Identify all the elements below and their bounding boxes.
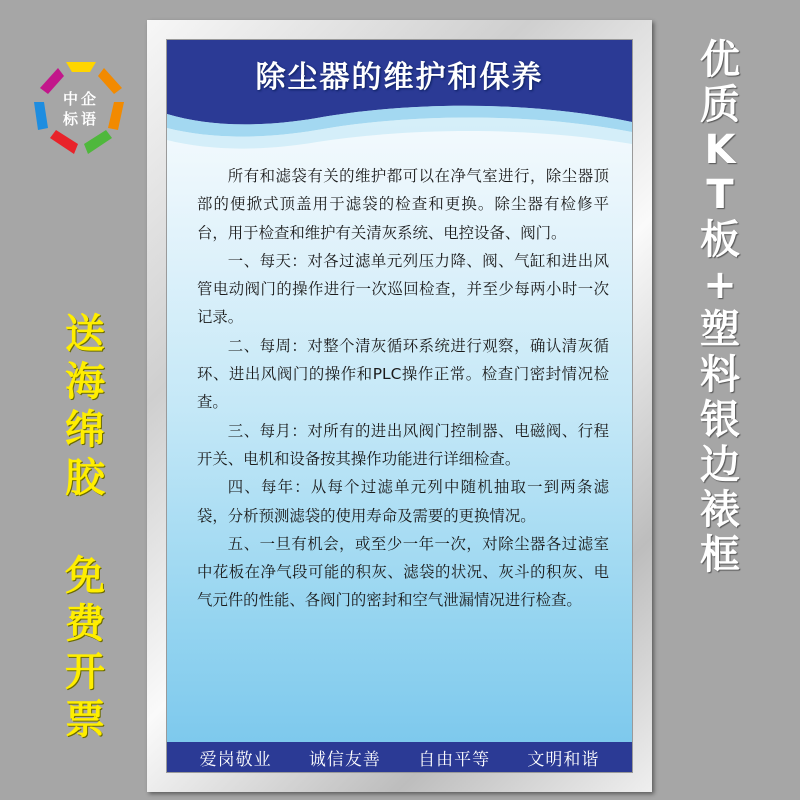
promo-char: 票 bbox=[65, 697, 105, 743]
material-char: 边 bbox=[700, 442, 740, 488]
promo-char: 海 bbox=[65, 359, 105, 405]
slogan: 诚信友善 bbox=[308, 749, 381, 770]
paragraph-daily: 一、每天：对各过滤单元列压力降、阀、气缸和进出风管电动阀门的操作进行一次巡回检查，并至少每两小时一次记录。 bbox=[197, 251, 609, 327]
material-char: 料 bbox=[700, 352, 740, 398]
promo-char: 免 bbox=[65, 553, 105, 599]
slogan: 自由平等 bbox=[418, 749, 491, 770]
logo-text-line2: 标语 bbox=[62, 110, 99, 128]
poster-body bbox=[197, 162, 609, 615]
promo-free-invoice bbox=[50, 552, 120, 744]
paragraph-weekly: 二、每周：对整个清灰循环系统进行观察，确认清灰循环、进出风阀门的操作和PLC操作正常。检查门密封情况检查。 bbox=[197, 336, 609, 412]
material-char: T bbox=[706, 172, 734, 218]
material-char: 质 bbox=[700, 82, 740, 128]
material-char: 框 bbox=[700, 532, 740, 578]
poster-board bbox=[166, 39, 633, 773]
material-char: 板 bbox=[700, 217, 740, 263]
brand-logo bbox=[26, 58, 136, 158]
silver-frame bbox=[147, 20, 652, 792]
paragraph-monthly: 三、每月：对所有的进出风阀门控制器、电磁阀、行程开关、电机和设备按其操作功能进行详细检查。 bbox=[197, 421, 609, 468]
material-char: 银 bbox=[700, 397, 740, 443]
material-char: K bbox=[704, 127, 736, 173]
promo-char: 绵 bbox=[65, 407, 105, 453]
paragraph-opportunity: 五、一旦有机会，或至少一年一次，对除尘器各过滤室中花板在净气段可能的积灰、滤袋的状况、灰斗的积灰、电气元件的性能、各阀门的密封和空气泄漏情况进行检查。 bbox=[197, 534, 609, 610]
material-char: 裱 bbox=[700, 487, 740, 533]
title-band bbox=[167, 40, 632, 170]
material-char: 优 bbox=[700, 37, 740, 83]
promo-free-sponge-tape bbox=[50, 310, 120, 502]
promo-material-description bbox=[680, 38, 760, 578]
slogan-footer bbox=[167, 742, 632, 772]
paragraph-intro: 所有和滤袋有关的维护都可以在净气室进行，除尘器顶部的便掀式顶盖用于滤袋的检查和更换。除尘器有检修平台，用于检查和维护有关清灰系统、电控设备、阀门。 bbox=[197, 167, 609, 242]
material-char: 塑 bbox=[700, 307, 740, 353]
slogan: 爱岗敬业 bbox=[199, 749, 272, 770]
poster-title: 除尘器的维护和保养 bbox=[255, 60, 544, 95]
promo-char: 开 bbox=[65, 649, 105, 695]
promo-char: 胶 bbox=[65, 455, 105, 501]
paragraph-yearly: 四、每年：从每个过滤单元列中随机抽取一到两条滤袋，分析预测滤袋的使用寿命及需要的更换情况。 bbox=[197, 478, 609, 525]
logo-text-line1: 中企 bbox=[62, 90, 99, 108]
promo-char: 送 bbox=[65, 311, 105, 357]
slogan: 文明和谐 bbox=[527, 749, 600, 770]
material-char: + bbox=[703, 262, 737, 308]
promo-char: 费 bbox=[65, 601, 105, 647]
